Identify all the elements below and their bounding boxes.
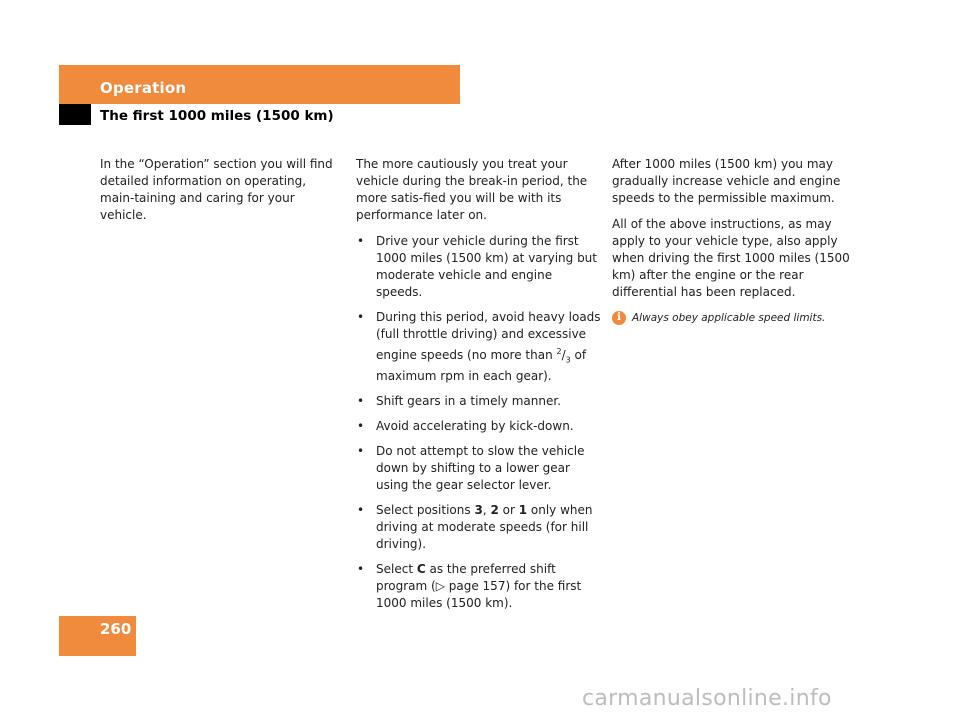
list-item: • Do not attempt to slow the vehicle down by shifting to a lower gear using the gear selector lever. [357,444,585,493]
bullet-icon: • [357,503,365,518]
fraction-denominator: 3 [565,355,571,365]
column-3 [612,156,857,327]
bullet-icon: • [357,444,365,459]
page-subtitle: The first 1000 miles (1500 km) [100,108,334,124]
breakin-paragraph: The more cautiously you treat your vehicle during the break-in period, the more satis-fied you will be with its performance later on. [356,157,588,222]
list-item: • Select C as the preferred shift program (▷ page 157) for the first 1000 miles (1500 km). [357,562,582,611]
gear-position: 1 [518,503,528,518]
after-breakin-paragraph: After 1000 miles (1500 km) you may gradually increase vehicle and engine speeds to the permissible maximum. [612,157,841,205]
replacement-paragraph: All of the above instructions, as may apply to your vehicle type, also apply when driving the first 1000 miles (1500 km) after the engine or the rear differential has been replaced. [612,217,850,299]
list-item: • Select positions 3, 2 or 1 only when driving at moderate speeds (for hill driving). [357,503,593,552]
list-item: • Shift gears in a timely manner. [357,394,562,409]
fraction-numerator: 2 [556,347,562,356]
column-1 [100,156,340,233]
list-item: • Drive your vehicle during the first 1000 miles (1500 km) at varying but moderate vehicle and engine speeds. [357,234,597,299]
page-number: 260 [100,620,132,638]
column-2 [356,156,602,620]
info-text: Always obey applicable speed limits. [632,312,826,324]
bullet-icon: • [357,234,365,248]
info-icon: i [612,311,626,325]
breakin-list [356,233,602,612]
footer-watermark: carmanualsonline.info [582,686,832,711]
shift-program: C [416,562,426,577]
subtitle-marker [59,104,91,125]
bullet-icon: • [357,394,365,409]
gear-position: 3 [474,503,483,518]
bullet-icon: • [357,419,365,434]
bullet-icon: • [357,310,365,324]
gear-position: 2 [490,503,499,518]
intro-paragraph: In the “Operation” section you will find detailed information on operating, main-taining and caring for your vehicle. [100,157,333,222]
info-note [612,310,857,327]
list-item: • During this period, avoid heavy loads (full throttle driving) and excessive engine speeds (no more than $^2/_3$ of maximum rpm in each gear). [357,310,601,384]
fraction-separator: / [561,348,566,362]
section-title: Operation [100,79,187,97]
bullet-icon: • [357,562,365,577]
list-item: • Avoid accelerating by kick-down. [357,419,574,434]
